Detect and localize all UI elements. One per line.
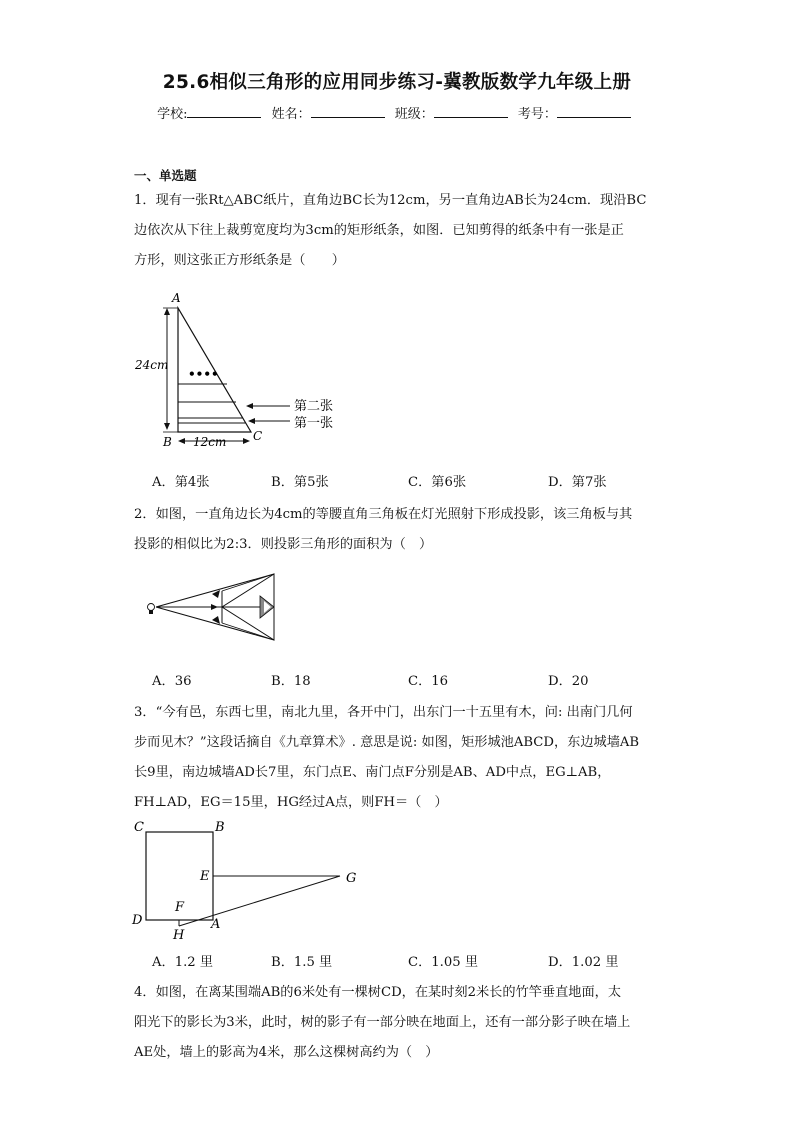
fig3-label-d: D bbox=[132, 913, 143, 928]
question-3-options bbox=[152, 951, 672, 971]
question-1-line-3: 方形，则这张正方形纸条是（ ） bbox=[134, 253, 345, 268]
figure-2-light-projection bbox=[138, 570, 288, 652]
question-3-option-d[interactable]: D．1.02 里 bbox=[548, 955, 619, 970]
question-3-line-1: 3．“今有邑，东西七里，南北九里，各开中门，出东门一十五里有木，问: 出南门几何 bbox=[134, 705, 633, 720]
question-3-option-c[interactable]: C．1.05 里 bbox=[408, 955, 479, 970]
fig1-label-bc-length: 12cm bbox=[193, 435, 227, 449]
question-1-option-d[interactable]: D．第7张 bbox=[548, 475, 607, 490]
question-4-line-2: 阳光下的影长为3米，此时，树的影子有一部分映在地面上，还有一部分影子映在墙上 bbox=[134, 1015, 631, 1030]
question-3-line-3: 长9里，南边城墙AD长7里，东门点E、南门点F分别是AB、AD中点，EG⊥AB， bbox=[134, 765, 611, 780]
question-2-line-2: 投影的相似比为2:3．则投影三角形的面积为（ ） bbox=[134, 537, 433, 552]
fig3-label-g: G bbox=[346, 871, 357, 886]
fig3-label-a: A bbox=[211, 917, 221, 932]
school-label: 学校: bbox=[157, 107, 188, 122]
number-label: 考号： bbox=[517, 107, 557, 122]
fig3-label-c: C bbox=[134, 820, 144, 835]
question-3-line-4: FH⊥AD，EG＝15里，HG经过A点，则FH＝（ ） bbox=[134, 795, 448, 810]
school-blank[interactable] bbox=[187, 105, 261, 118]
question-2-line-1: 2．如图，一直角边长为4cm的等腰直角三角板在灯光照射下形成投影，该三角板与其 bbox=[134, 507, 633, 522]
question-4-line-1: 4．如图，在离某围端AB的6米处有一棵树CD，在某时刻2米长的竹竿垂直地面，太 bbox=[134, 985, 622, 1000]
fig3-label-b: B bbox=[215, 820, 225, 835]
question-1-option-a[interactable]: A．第4张 bbox=[152, 475, 210, 490]
light-bulb-icon bbox=[148, 604, 155, 615]
question-1-options bbox=[152, 471, 672, 491]
fig1-label-a: A bbox=[172, 291, 181, 305]
question-2-options bbox=[152, 670, 672, 690]
figure-1-triangle-strips bbox=[130, 288, 350, 453]
question-1-option-b[interactable]: B．第5张 bbox=[271, 475, 329, 490]
fig1-label-strip-1: 第一张 bbox=[294, 416, 334, 431]
class-label: 班级： bbox=[394, 107, 434, 122]
question-2-option-d[interactable]: D．20 bbox=[548, 674, 589, 689]
question-2-option-c[interactable]: C．16 bbox=[408, 674, 449, 689]
section-heading: 一、单选题 bbox=[134, 168, 197, 183]
question-4 bbox=[134, 978, 664, 1068]
number-blank[interactable] bbox=[557, 105, 631, 118]
page-title: 25.6相似三角形的应用同步练习-冀教版数学九年级上册 bbox=[162, 72, 632, 93]
name-blank[interactable] bbox=[311, 105, 385, 118]
fig1-label-strip-2: 第二张 bbox=[294, 399, 334, 414]
question-1-option-c[interactable]: C．第6张 bbox=[408, 475, 467, 490]
name-label: 姓名： bbox=[271, 107, 311, 122]
class-blank[interactable] bbox=[434, 105, 508, 118]
fig1-label-b: B bbox=[163, 435, 172, 449]
question-2-option-b[interactable]: B．18 bbox=[271, 674, 311, 689]
question-2-option-a[interactable]: A．36 bbox=[152, 674, 192, 689]
fig3-label-h: H bbox=[173, 928, 185, 942]
question-3 bbox=[134, 698, 664, 818]
question-3-option-a[interactable]: A．1.2 里 bbox=[152, 955, 214, 970]
question-3-line-2: 步而见木？”这段话摘自《九章算术》. 意思是说: 如图，矩形城池ABCD，东边城墙AB bbox=[134, 735, 640, 750]
question-1-line-1: 1．现有一张Rt△ABC纸片，直角边BC长为12cm，另一直角边AB长为24cm．现沿BC bbox=[134, 193, 647, 208]
figure-3-city-wall bbox=[128, 814, 368, 942]
fig3-label-f: F bbox=[175, 900, 185, 915]
question-1 bbox=[134, 186, 664, 276]
fig3-label-e: E bbox=[200, 869, 210, 884]
question-2 bbox=[134, 500, 664, 560]
question-3-option-b[interactable]: B．1.5 里 bbox=[271, 955, 333, 970]
question-1-line-2: 边依次从下往上裁剪宽度均为3cm的矩形纸条，如图．已知剪得的纸条中有一张是正 bbox=[134, 223, 624, 238]
question-4-line-3: AE处，墙上的影高为4米，那么这棵树高约为（ ） bbox=[134, 1045, 439, 1060]
fig1-ellipsis: •••• bbox=[188, 367, 219, 381]
fig1-label-ab-length: 24cm bbox=[135, 358, 169, 372]
student-info-row bbox=[0, 103, 794, 122]
fig1-label-c: C bbox=[253, 429, 263, 443]
